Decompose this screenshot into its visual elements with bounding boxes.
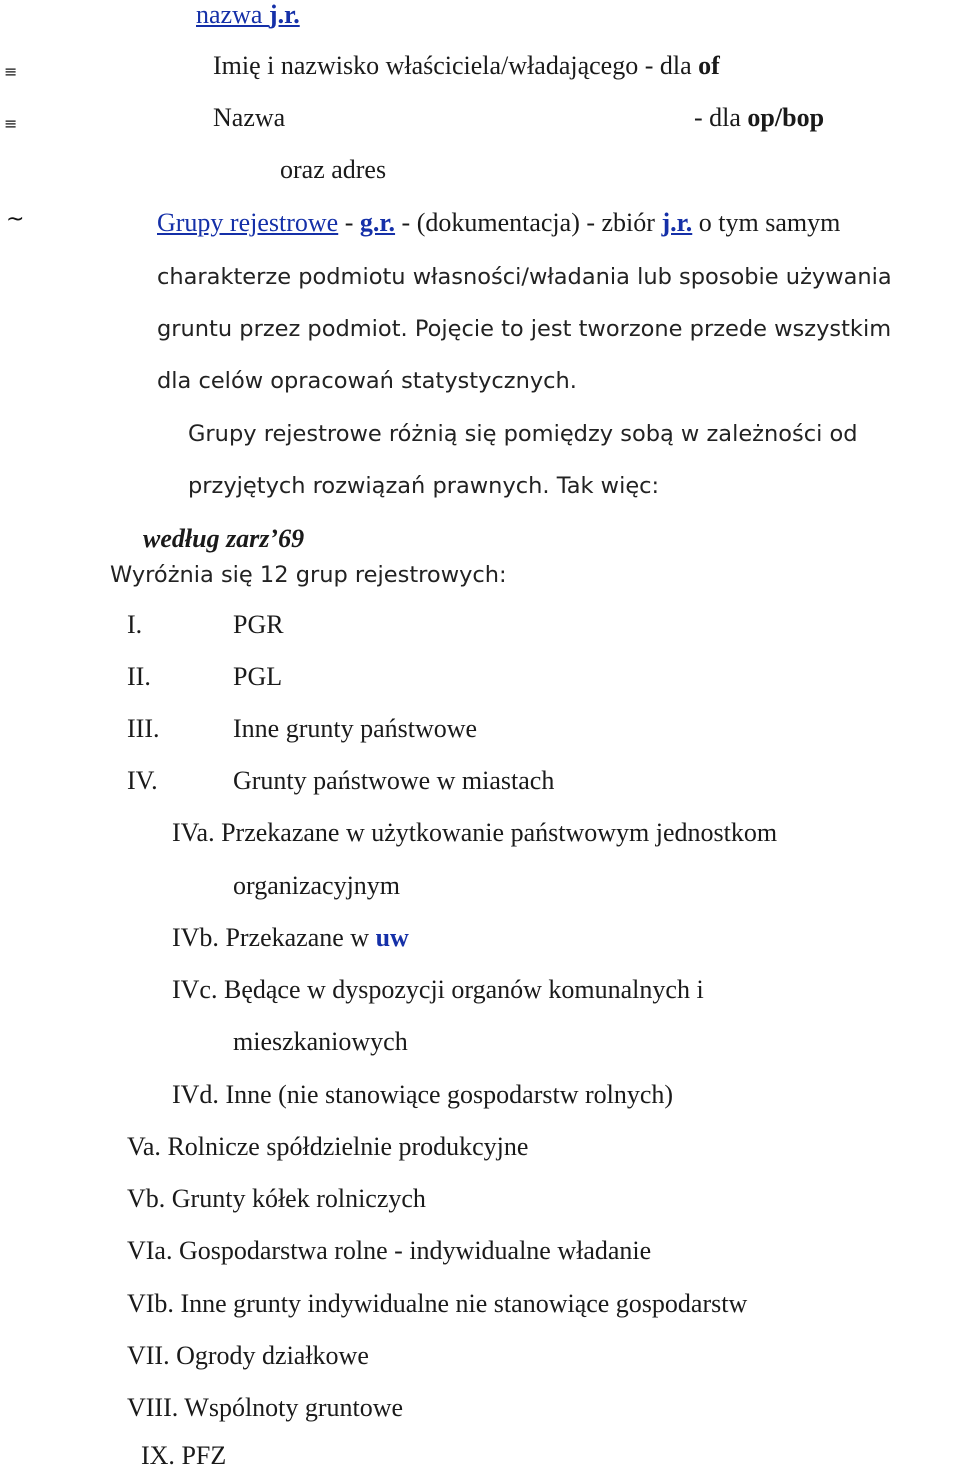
group-label: Ogrody działkowe — [176, 1341, 369, 1370]
group-item — [127, 1393, 403, 1423]
groups-para-line3: gruntu przez podmiot. Pojęcie to jest tworzone przede wszystkim — [157, 316, 892, 342]
dash-text: - — [338, 208, 360, 237]
name-line-label: Nazwa — [213, 103, 286, 132]
subgroup-label: Przekazane w — [225, 923, 376, 952]
group-item — [127, 1236, 651, 1266]
subgroup-num: IVa. — [172, 818, 215, 847]
subgroup-label-cont: organizacyjnym — [233, 871, 401, 900]
name-line-suffix — [694, 103, 824, 133]
group-label: PGL — [233, 662, 283, 691]
group-item — [127, 1184, 426, 1214]
groups-para-line2: charakterze podmiotu własności/władania lub sposobie używania — [157, 264, 892, 290]
owner-text: Imię i nazwisko właściciela/władającego - dla — [213, 51, 699, 80]
differ-para-line1: Grupy rejestrowe różnią się pomiędzy sobą w zależności od — [188, 421, 858, 447]
group-item — [127, 1132, 528, 1162]
nazwa-label: nazwa — [196, 0, 269, 29]
of-abbrev: of — [698, 51, 720, 80]
owner-line — [213, 51, 720, 81]
group-num: VIb. — [127, 1289, 174, 1318]
group-label: Gospodarstwa rolne - indywidualne władanie — [178, 1236, 652, 1265]
group-num: Vb. — [127, 1184, 166, 1213]
group-label: Grunty państwowe w miastach — [233, 766, 555, 795]
group-item — [127, 1289, 747, 1319]
group-num: VIa. — [127, 1236, 173, 1265]
subgroup-item — [172, 923, 409, 953]
group-label: Inne grunty państwowe — [233, 714, 478, 743]
regulation-heading: według zarz’69 — [143, 524, 305, 553]
group-item — [127, 1341, 369, 1371]
middle-text: - (dokumentacja) - zbiór — [395, 208, 662, 237]
subgroup-label: Będące w dyspozycji organów komunalnych i — [223, 975, 704, 1004]
bullet-icon: ≡ — [4, 62, 18, 81]
suffix-text: - dla — [694, 103, 748, 132]
group-label: Wspólnoty gruntowe — [184, 1393, 404, 1422]
tail-text: o tym samym — [692, 208, 841, 237]
group-num: IV. — [127, 766, 158, 795]
differ-para-line2: przyjętych rozwiązań prawnych. Tak więc: — [188, 473, 660, 499]
jr-link[interactable]: j.r. — [268, 0, 300, 29]
group-num: VII. — [127, 1341, 170, 1370]
subgroup-item — [172, 818, 777, 848]
bullet-icon: ≡ — [4, 114, 18, 133]
group-label: Inne grunty indywidualne nie stanowiące gospodarstw — [180, 1289, 748, 1318]
grupy-rejestrowe-link[interactable]: Grupy rejestrowe — [157, 208, 339, 237]
group-label: PGR — [233, 610, 284, 639]
subgroup-num: IVd. — [172, 1080, 219, 1109]
groups-para-line1 — [157, 208, 840, 238]
group-label: PFZ — [181, 1441, 227, 1470]
groups-para-line4: dla celów opracowań statystycznych. — [157, 368, 577, 394]
subgroup-label-cont: mieszkaniowych — [233, 1027, 408, 1056]
opbop-abbrev: op/bop — [747, 103, 825, 132]
subgroup-item — [172, 1080, 673, 1110]
group-num: Va. — [127, 1132, 161, 1161]
group-label: Rolnicze spółdzielnie produkcyjne — [167, 1132, 529, 1161]
tilde-icon: ~ — [6, 207, 25, 232]
subgroup-label: Przekazane w użytkowanie państwowym jednostkom — [221, 818, 778, 847]
gr-link[interactable]: g.r. — [359, 208, 396, 237]
group-num: III. — [127, 714, 160, 743]
group-num: VIII. — [127, 1393, 179, 1422]
subgroup-item — [172, 975, 704, 1005]
group-num: IX. — [141, 1441, 175, 1470]
address-line: oraz adres — [280, 155, 387, 184]
subgroup-num: IVb. — [172, 923, 219, 952]
group-item — [141, 1441, 226, 1471]
groups-intro: Wyróżnia się 12 grup rejestrowych: — [110, 562, 507, 588]
subgroup-label: Inne (nie stanowiące gospodarstw rolnych) — [225, 1080, 674, 1109]
group-num: I. — [127, 610, 143, 639]
group-num: II. — [127, 662, 151, 691]
jr-link-2[interactable]: j.r. — [661, 208, 693, 237]
group-label: Grunty kółek rolniczych — [171, 1184, 426, 1213]
subgroup-num: IVc. — [172, 975, 218, 1004]
entity-name-line — [196, 0, 300, 30]
uw-abbrev: uw — [375, 923, 409, 952]
